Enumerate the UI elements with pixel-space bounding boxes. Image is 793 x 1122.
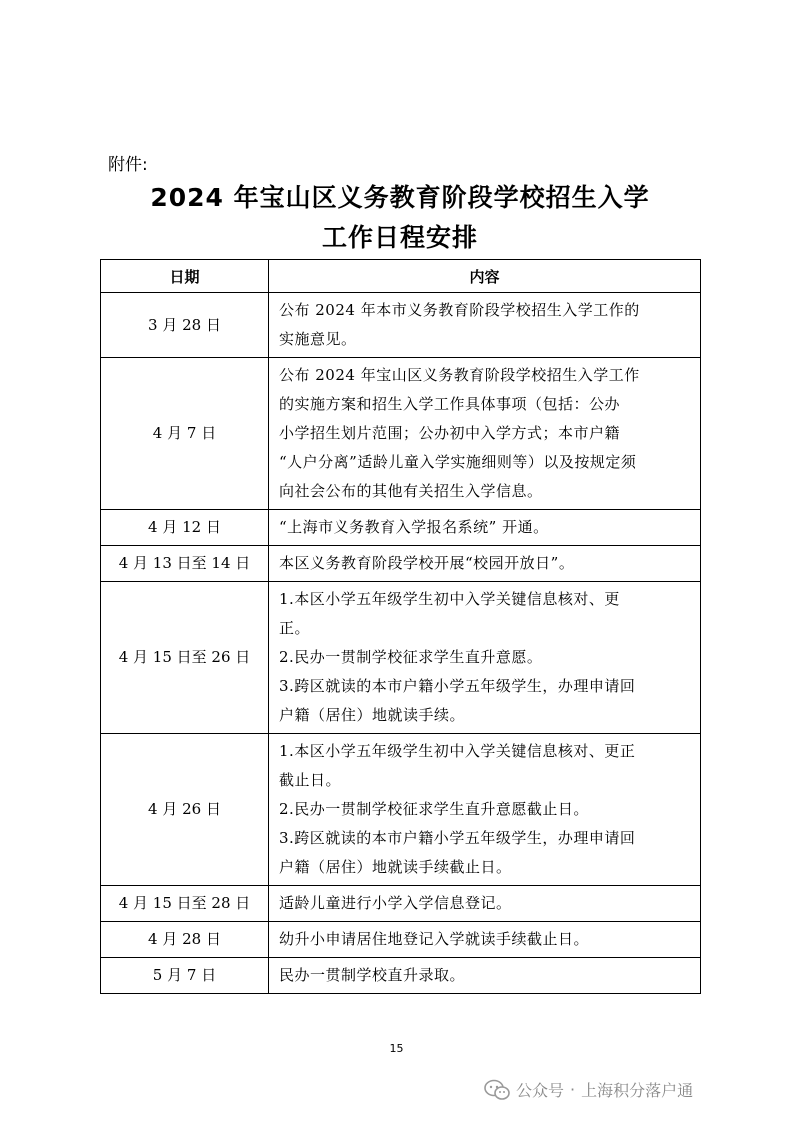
row-date: 4 月 15 日至 26 日 [101,582,269,734]
row-date: 4 月 7 日 [101,358,269,510]
content-line: 3.跨区就读的本市户籍小学五年级学生，办理申请回 [279,829,636,847]
content-line: 户籍（居住）地就读手续截止日。 [279,858,512,876]
table-row [101,734,701,886]
table-row [101,546,701,582]
header-content: 内容 [269,260,701,293]
content-line: 公布 2024 年宝山区义务教育阶段学校招生入学工作 [279,366,640,384]
row-date: 4 月 15 日至 28 日 [101,886,269,922]
content-line: 3.跨区就读的本市户籍小学五年级学生，办理申请回 [279,677,636,695]
content-line: 的实施方案和招生入学工作具体事项（包括：公办 [279,395,621,413]
row-content [269,922,701,958]
content-line: “人户分离”适龄儿童入学实施细则等）以及按规定须 [279,453,637,471]
document-title-line1: 2024 年宝山区义务教育阶段学校招生入学 [150,183,650,212]
content-line: 幼升小申请居住地登记入学就读手续截止日。 [279,930,590,948]
content-line: 适龄儿童进行小学入学信息登记。 [279,894,512,912]
content-line: 2.民办一贯制学校征求学生直升意愿截止日。 [279,800,589,818]
table-row [101,582,701,734]
watermark-account-name: 上海积分落户通 [581,1081,694,1100]
table-row [101,958,701,994]
row-content [269,293,701,358]
watermark-separator: · [570,1080,576,1099]
content-line: 1.本区小学五年级学生初中入学关键信息核对、更正 [279,742,636,760]
row-date: 5 月 7 日 [101,958,269,994]
row-date: 4 月 12 日 [101,510,269,546]
content-line: 向社会公布的其他有关招生入学信息。 [279,482,543,500]
content-line: 户籍（居住）地就读手续。 [279,706,466,724]
table-row [101,293,701,358]
row-content [269,510,701,546]
row-date: 4 月 13 日至 14 日 [101,546,269,582]
content-line: 实施意见。 [279,330,357,348]
content-line: 1.本区小学五年级学生初中入学关键信息核对、更 [279,590,620,608]
table-header-row [101,260,701,293]
content-line: 截止日。 [279,771,342,789]
watermark [484,1078,693,1101]
content-line: “上海市义务教育入学报名系统” 开通。 [279,518,549,536]
table-row [101,922,701,958]
page-number: 15 [389,1042,404,1055]
content-line: 公布 2024 年本市义务教育阶段学校招生入学工作的 [279,301,640,319]
row-content [269,546,701,582]
schedule-table [100,259,701,994]
row-date: 4 月 28 日 [101,922,269,958]
row-date: 4 月 26 日 [101,734,269,886]
table-row [101,886,701,922]
document-title-line2: 工作日程安排 [321,223,478,252]
watermark-account-label: 公众号 [516,1081,565,1100]
table-row [101,510,701,546]
wechat-icon [484,1079,510,1101]
row-content [269,886,701,922]
table-row [101,358,701,510]
attachment-label: 附件: [108,155,148,175]
content-line: 民办一贯制学校直升录取。 [279,966,466,984]
row-content [269,734,701,886]
row-date: 3 月 28 日 [101,293,269,358]
content-line: 正。 [279,619,311,637]
content-line: 2.民办一贯制学校征求学生直升意愿。 [279,648,543,666]
header-date: 日期 [101,260,269,293]
row-content [269,958,701,994]
content-line: 本区义务教育阶段学校开展“校园开放日”。 [279,554,575,572]
row-content [269,582,701,734]
row-content [269,358,701,510]
content-line: 小学招生划片范围；公办初中入学方式；本市户籍 [279,424,621,442]
